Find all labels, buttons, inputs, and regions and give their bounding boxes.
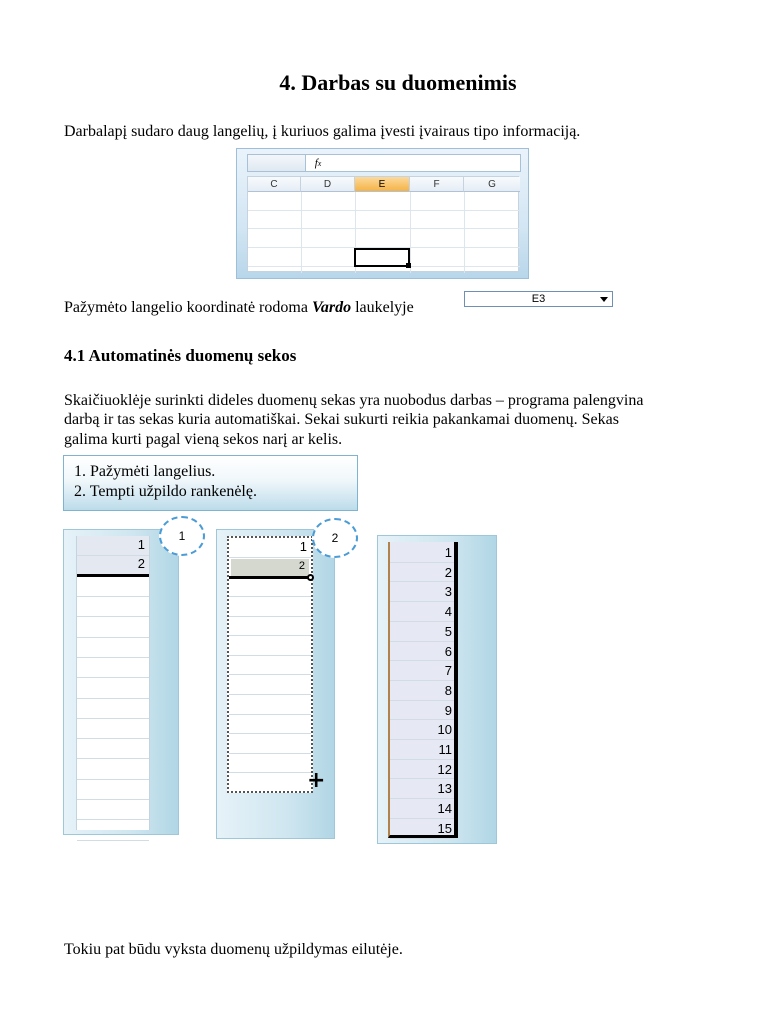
formula-bar (247, 154, 521, 172)
cell-value-1: 1 (299, 539, 307, 554)
grid-line (248, 228, 520, 229)
grid-line (464, 192, 465, 273)
steps-box (63, 455, 358, 511)
grid-line (77, 738, 149, 739)
chevron-down-icon (600, 297, 608, 302)
namebox-sentence-end: laukelyje (351, 299, 414, 316)
grid-line (390, 601, 454, 602)
name-box-value: E3 (531, 293, 546, 305)
callout-2: 2 (312, 518, 358, 558)
filled-series (388, 542, 458, 838)
series-value: 2 (444, 565, 452, 580)
name-box-dropdown[interactable] (464, 291, 613, 307)
column-header-f: F (410, 177, 464, 192)
fill-handle (406, 263, 411, 268)
grid-line (77, 718, 149, 719)
column-header-d: D (301, 177, 355, 192)
worksheet-column-1 (76, 536, 150, 830)
series-value: 1 (444, 545, 452, 560)
grid-line (77, 779, 149, 780)
section-title: 4.1 Automatinės duomenų sekos (64, 346, 297, 365)
grid-line (390, 719, 454, 720)
grid-line (229, 635, 311, 636)
grid-line (229, 753, 311, 754)
series-value: 15 (437, 821, 452, 836)
grid-line (390, 700, 454, 701)
grid-line (390, 838, 454, 839)
grid-line (229, 694, 311, 695)
section-line-2: darbą ir tas sekas kuria automatiškai. Sekai sukurti reikia pakankamai duomenų. Sekas (64, 411, 619, 428)
grid-line (77, 616, 149, 617)
grid-line (229, 557, 311, 558)
namebox-sentence-start: Pažymėto langelio koordinatė rodoma (64, 299, 312, 316)
grid-line (390, 562, 454, 563)
series-value: 10 (437, 722, 452, 737)
series-value: 14 (437, 801, 452, 816)
footer-paragraph: Tokiu pat būdu vyksta duomenų užpildymas eilutėje. (64, 941, 403, 958)
grid-line (77, 840, 149, 841)
grid-line (390, 660, 454, 661)
step-2: 2. Tempti užpildo rankenėlę. (74, 483, 257, 500)
column-header-e: E (355, 177, 410, 192)
namebox-sentence (64, 298, 414, 318)
series-value: 11 (438, 742, 452, 757)
series-value: 5 (444, 624, 452, 639)
grid-line (229, 655, 311, 656)
column-header-g: G (464, 177, 520, 192)
grid-line (301, 192, 302, 273)
grid-line (77, 657, 149, 658)
grid-line (390, 739, 454, 740)
spreadsheet-grid (247, 176, 519, 272)
column-header-c: C (248, 177, 301, 192)
grid-line (77, 758, 149, 759)
grid-line (248, 210, 520, 211)
grid-line (390, 641, 454, 642)
series-value: 7 (444, 663, 452, 678)
section-line-1: Skaičiuoklėje surinkti dideles duomenų sekas yra nuobodus darbas – programa palengvina (64, 392, 644, 409)
page-title: 4. Darbas su duomenimis (279, 70, 517, 95)
selected-cell (354, 248, 410, 267)
series-value: 9 (444, 703, 452, 718)
grid-line (229, 616, 311, 617)
fill-panel-3 (377, 535, 497, 844)
intro-paragraph: Darbalapį sudaro daug langelių, į kuriuos galima įvesti įvairaus tipo informaciją. (64, 123, 581, 140)
grid-line (229, 772, 311, 773)
grid-line (390, 818, 454, 819)
series-value: 13 (437, 781, 452, 796)
vardo-emphasis: Vardo (311, 299, 352, 316)
step-1: 1. Pažymėti langelius. (74, 463, 216, 480)
name-box (248, 155, 306, 171)
series-value: 6 (444, 644, 452, 659)
series-value: 3 (444, 584, 452, 599)
cell-value-1: 1 (137, 537, 145, 552)
grid-line (229, 674, 311, 675)
cell-value-2: 2 (137, 556, 145, 571)
fill-cursor-icon: + (307, 768, 326, 793)
grid-line (77, 596, 149, 597)
grid-line (77, 799, 149, 800)
grid-line (390, 759, 454, 760)
series-value: 8 (444, 683, 452, 698)
callout-1: 1 (159, 516, 205, 556)
worksheet-column-2 (227, 536, 326, 793)
selection-border (77, 574, 149, 577)
grid-line (390, 581, 454, 582)
grid-line (229, 714, 311, 715)
fill-handle (307, 574, 314, 581)
grid-line (229, 596, 311, 597)
spreadsheet-screenshot (236, 148, 529, 279)
grid-line (390, 621, 454, 622)
section-line-3: galima kurti pagal vieną sekos narį ar kelis. (64, 431, 343, 448)
grid-line (77, 698, 149, 699)
series-value: 12 (437, 762, 452, 777)
grid-line (390, 680, 454, 681)
grid-line (229, 733, 311, 734)
grid-line (390, 778, 454, 779)
fx-icon: fx (314, 157, 322, 169)
grid-line (77, 637, 149, 638)
grid-line (410, 192, 411, 273)
fill-panel-2 (216, 529, 339, 839)
grid-line (390, 798, 454, 799)
series-value: 4 (444, 604, 452, 619)
grid-line (77, 677, 149, 678)
grid-line (77, 819, 149, 820)
fill-panel-1 (63, 529, 186, 835)
cell-value-2: 2 (298, 560, 305, 572)
selection-border (229, 576, 311, 579)
